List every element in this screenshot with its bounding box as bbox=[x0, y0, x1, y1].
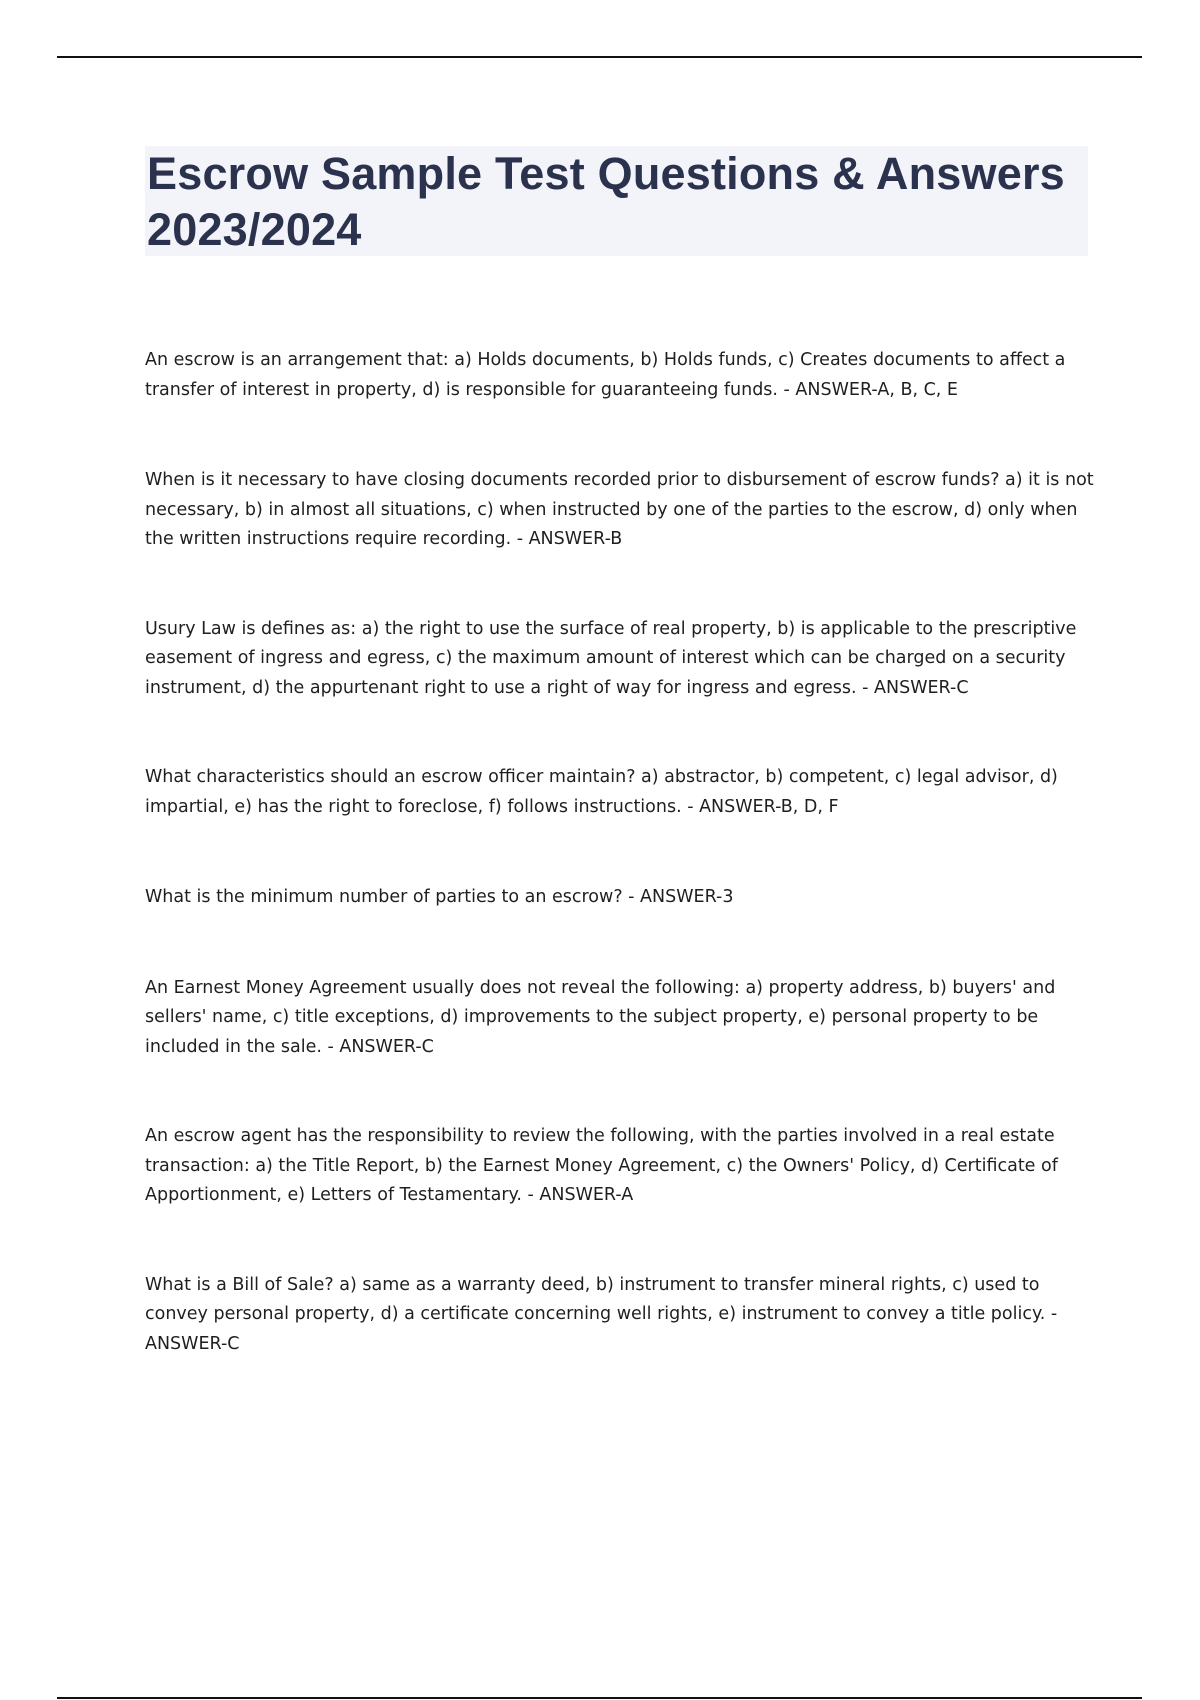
question-item: An escrow agent has the responsibility to review the following, with the parties involved in a real estate transaction: a) the Title Report, b) the Earnest Money Agreement, c) the Owners' Policy, d) Certificate of Apportionment, e) Letters of Testamentary. - ANSWER-A bbox=[145, 1126, 1058, 1205]
document-title: Escrow Sample Test Questions & Answers 2023/2024 bbox=[147, 148, 1065, 255]
question-item: Usury Law is defines as: a) the right to use the surface of real property, b) is applicable to the prescriptive easement of ingress and egress, c) the maximum amount of interest which can be charged on a security instrument, d) the appurtenant right to use a right of way for ingress and egress. - ANSWER-C bbox=[145, 618, 1077, 698]
question-item: What is the minimum number of parties to an escrow? - ANSWER-3 bbox=[145, 887, 734, 907]
question-list bbox=[145, 346, 1095, 1419]
bottom-rule bbox=[57, 1697, 1142, 1699]
question-item: An escrow is an arrangement that: a) Holds documents, b) Holds funds, c) Creates documents to affect a transfer of interest in property, d) is responsible for guaranteeing funds. - ANSWER-A, B, C, E bbox=[145, 350, 1066, 400]
title-block bbox=[145, 146, 1088, 256]
question-item: An Earnest Money Agreement usually does not reveal the following: a) property address, b) buyers' and sellers' name, c) title exceptions, d) improvements to the subject property, e) personal property to be included in the sale. - ANSWER-C bbox=[145, 977, 1056, 1057]
top-rule bbox=[57, 56, 1142, 58]
question-item: When is it necessary to have closing documents recorded prior to disbursement of escrow funds? a) it is not necessary, b) in almost all situations, c) when instructed by one of the parties to the escrow, d) only when the written instructions require recording. - ANSWER-B bbox=[145, 470, 1094, 549]
question-item: What is a Bill of Sale? a) same as a warranty deed, b) instrument to transfer mineral rights, c) used to convey personal property, d) a certificate concerning well rights, e) instrument to convey a title policy. - ANSWER-C bbox=[145, 1274, 1058, 1354]
question-item: What characteristics should an escrow officer maintain? a) abstractor, b) competent, c) legal advisor, d) impartial, e) has the right to foreclose, f) follows instructions. - ANSWER-B, D, F bbox=[145, 767, 1058, 817]
